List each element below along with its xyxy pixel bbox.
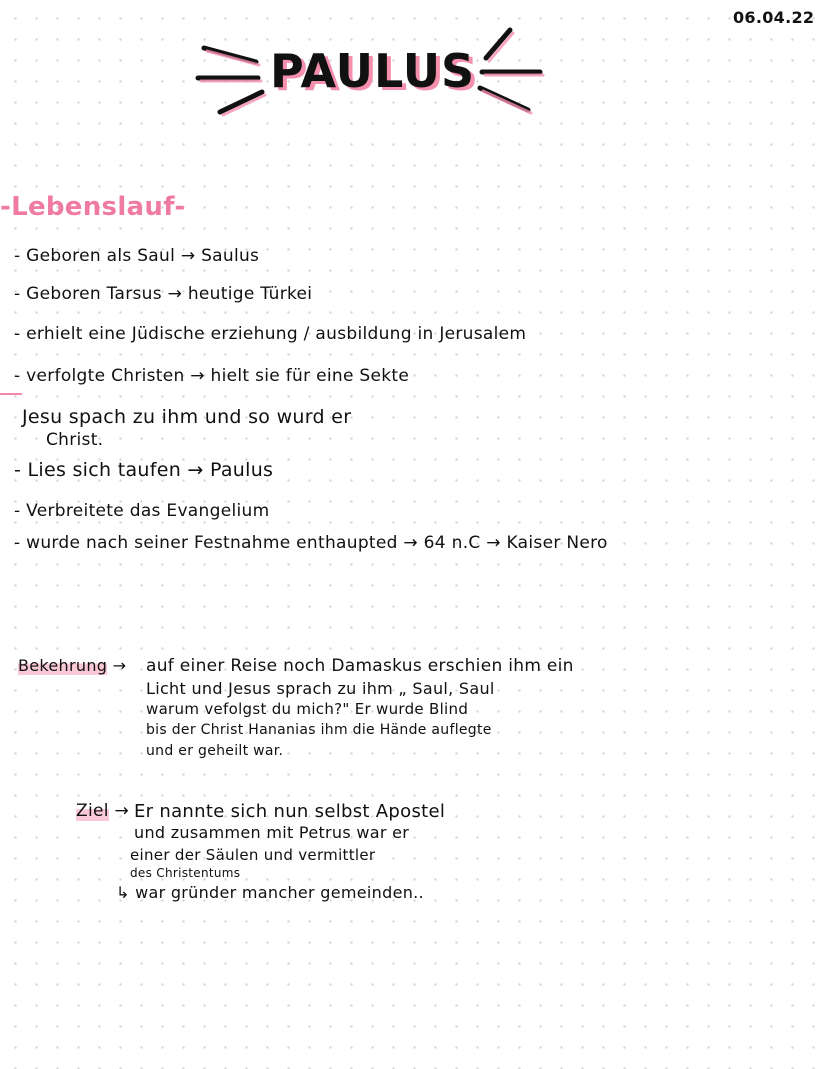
list-item: Jesu spach zu ihm und so wurd er — [22, 406, 352, 428]
date: 06.04.22 — [733, 8, 815, 27]
arrow-icon: → — [112, 656, 127, 675]
bekehrung-line: Licht und Jesus sprach zu ihm „ Saul, Saul — [146, 679, 495, 698]
ziel-label: Ziel — [76, 801, 109, 821]
page-title: PAULUS — [270, 44, 476, 98]
list-item: - verfolgte Christen → hielt sie für eine Sekte — [14, 366, 410, 386]
ziel-line: Er nannte sich nun selbst Apostel — [134, 801, 446, 822]
arrow-icon: → — [114, 801, 130, 821]
bekehrung-line: auf einer Reise noch Damaskus erschien ihm ein — [146, 656, 574, 676]
section-heading-lebenslauf: -Lebenslauf- — [0, 192, 186, 222]
list-item: - Geboren Tarsus → heutige Türkei — [14, 284, 313, 304]
ziel-line: des Christentums — [130, 866, 241, 880]
bekehrung-line: bis der Christ Hananias ihm die Hände auflegte — [146, 722, 492, 738]
bekehrung-line: warum vefolgst du mich?" Er wurde Blind — [146, 700, 469, 718]
list-item: - Verbreitete das Evangelium — [14, 501, 270, 521]
ziel-line: ↳ war gründer mancher gemeinden.. — [116, 883, 424, 902]
bekehrung-label: Bekehrung — [18, 656, 108, 675]
list-item: - erhielt eine Jüdische erziehung / ausbildung in Jerusalem — [14, 324, 527, 344]
list-item: Christ. — [46, 430, 104, 450]
list-item: - Geboren als Saul → Saulus — [14, 246, 260, 266]
bekehrung-line: und er geheilt war. — [146, 743, 284, 759]
list-item: - Lies sich taufen → Paulus — [14, 459, 274, 481]
ziel-label-row — [76, 801, 129, 821]
ziel-line: einer der Säulen und vermittler — [130, 846, 376, 864]
bekehrung-label-row — [18, 656, 126, 675]
pink-underline-mark — [0, 393, 22, 395]
list-item: - wurde nach seiner Festnahme enthaupted → 64 n.C → Kaiser Nero — [14, 533, 608, 553]
ziel-line: und zusammen mit Petrus war er — [134, 823, 410, 842]
